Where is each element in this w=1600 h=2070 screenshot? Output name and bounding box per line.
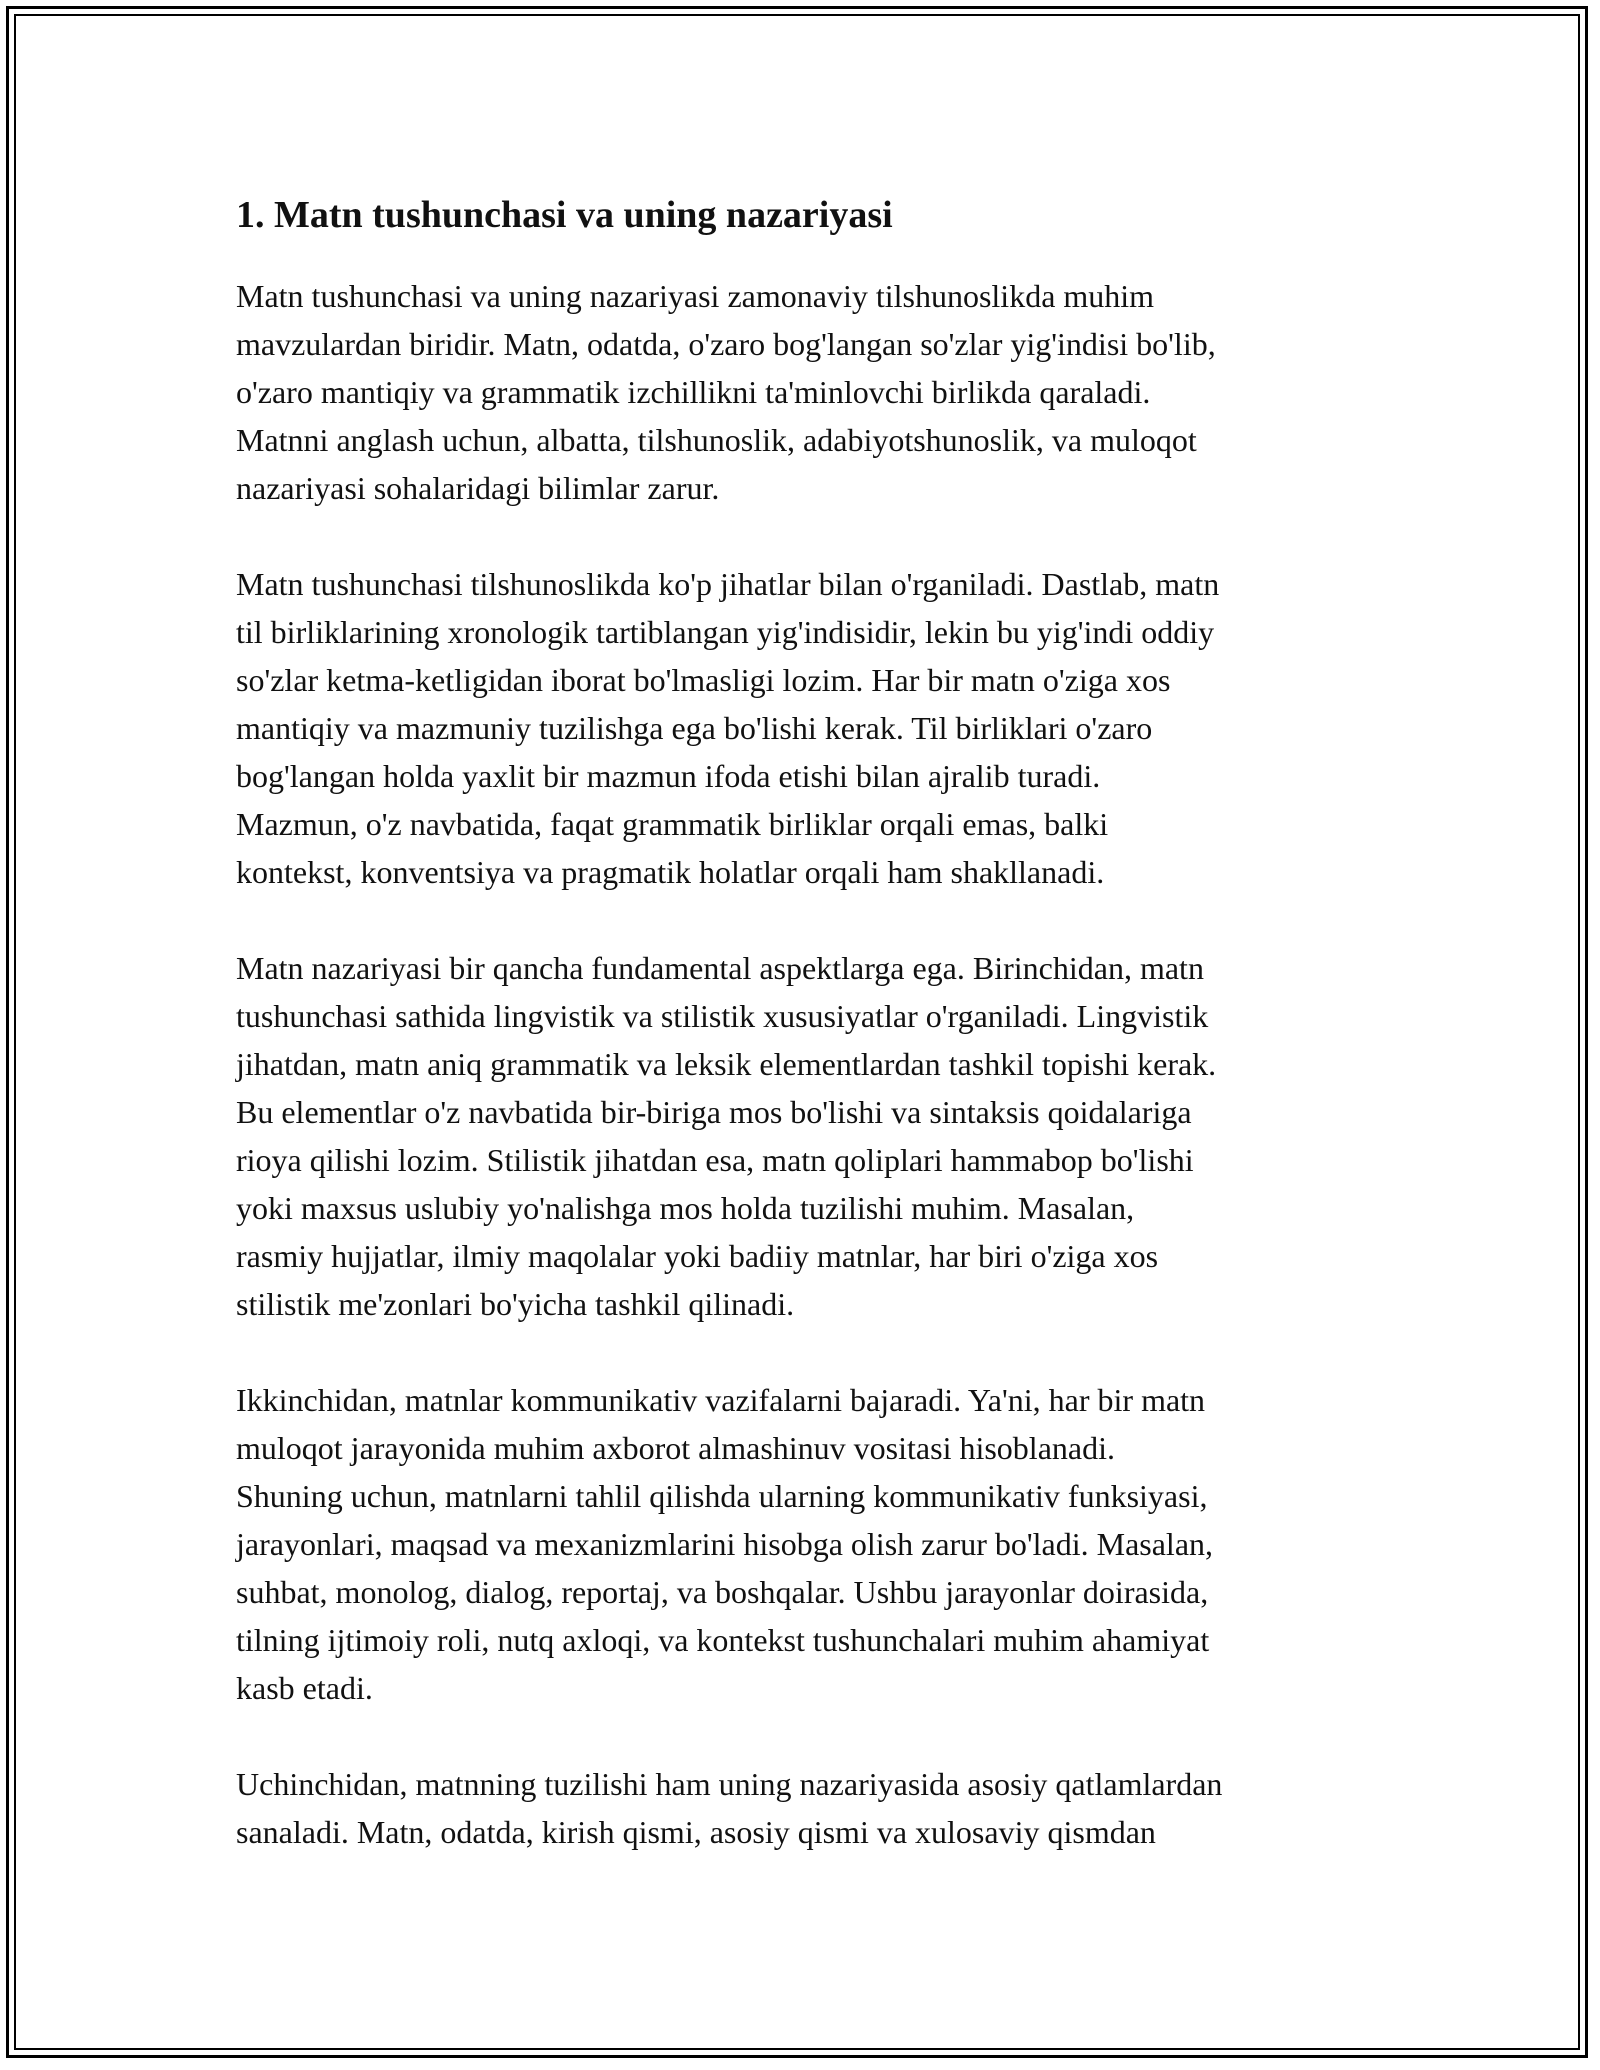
paragraph-5	[236, 1760, 1386, 1856]
text-line: tilning ijtimoiy roli, nutq axloqi, va kontekst tushunchalari muhim ahamiyat	[236, 1622, 1210, 1658]
text-line: stilistik me'zonlari bo'yicha tashkil qilinadi.	[236, 1286, 795, 1322]
text-line: rasmiy hujjatlar, ilmiy maqolalar yoki badiiy matnlar, har biri o'ziga xos	[236, 1238, 1159, 1274]
text-line: Ikkinchidan, matnlar kommunikativ vazifalarni bajaradi. Ya'ni, har bir matn	[236, 1382, 1206, 1418]
text-line: Bu elementlar o'z navbatida bir-biriga mos bo'lishi va sintaksis qoidalariga	[236, 1094, 1192, 1130]
text-line: Matn tushunchasi va uning nazariyasi zamonaviy tilshunoslikda muhim	[236, 278, 1155, 314]
text-line: bog'langan holda yaxlit bir mazmun ifoda etishi bilan ajralib turadi.	[236, 758, 1101, 794]
text-line: Matn nazariyasi bir qancha fundamental aspektlarga ega. Birinchidan, matn	[236, 950, 1204, 986]
section-title: 1. Matn tushunchasi va uning nazariyasi	[236, 194, 893, 236]
text-line: Matn tushunchasi tilshunoslikda ko'p jihatlar bilan o'rganiladi. Dastlab, matn	[236, 566, 1220, 602]
text-line: Shuning uchun, matnlarni tahlil qilishda ularning kommunikativ funksiyasi,	[236, 1478, 1208, 1514]
text-line: jihatdan, matn aniq grammatik va leksik elementlardan tashkil topishi kerak.	[236, 1046, 1217, 1082]
text-line: Matnni anglash uchun, albatta, tilshunoslik, adabiyotshunoslik, va muloqot	[236, 422, 1197, 458]
text-line: Uchinchidan, matnning tuzilishi ham uning nazariyasida asosiy qatlamlardan	[236, 1766, 1223, 1802]
paragraph-3	[236, 944, 1386, 1328]
text-line: muloqot jarayonida muhim axborot almashinuv vositasi hisoblanadi.	[236, 1430, 1115, 1466]
text-line: til birliklarining xronologik tartiblangan yig'indisidir, lekin bu yig'indi oddiy	[236, 614, 1215, 650]
paragraph-1	[236, 272, 1386, 512]
text-line: sanaladi. Matn, odatda, kirish qismi, asosiy qismi va xulosaviy qismdan	[236, 1814, 1156, 1850]
text-line: so'zlar ketma-ketligidan iborat bo'lmasligi lozim. Har bir matn o'ziga xos	[236, 662, 1171, 698]
text-line: jarayonlari, maqsad va mexanizmlarini hisobga olish zarur bo'ladi. Masalan,	[236, 1526, 1214, 1562]
text-line: mavzulardan biridir. Matn, odatda, o'zaro bog'langan so'zlar yig'indisi bo'lib,	[236, 326, 1216, 362]
text-line: rioya qilishi lozim. Stilistik jihatdan esa, matn qoliplari hammabop bo'lishi	[236, 1142, 1194, 1178]
text-line: kontekst, konventsiya va pragmatik holatlar orqali ham shakllanadi.	[236, 854, 1105, 890]
text-line: o'zaro mantiqiy va grammatik izchillikni ta'minlovchi birlikda qaraladi.	[236, 374, 1151, 410]
text-line: suhbat, monolog, dialog, reportaj, va boshqalar. Ushbu jarayonlar doirasida,	[236, 1574, 1209, 1610]
text-line: kasb etadi.	[236, 1670, 373, 1706]
document-body	[236, 190, 1386, 1904]
paragraph-2	[236, 560, 1386, 896]
text-line: tushunchasi sathida lingvistik va stilistik xususiyatlar o'rganiladi. Lingvistik	[236, 998, 1209, 1034]
paragraph-4	[236, 1376, 1386, 1712]
text-line: yoki maxsus uslubiy yo'nalishga mos holda tuzilishi muhim. Masalan,	[236, 1190, 1135, 1226]
text-line: Mazmun, o'z navbatida, faqat grammatik birliklar orqali emas, balki	[236, 806, 1109, 842]
text-line: nazariyasi sohalaridagi bilimlar zarur.	[236, 470, 720, 506]
text-line: mantiqiy va mazmuniy tuzilishga ega bo'lishi kerak. Til birliklari o'zaro	[236, 710, 1153, 746]
